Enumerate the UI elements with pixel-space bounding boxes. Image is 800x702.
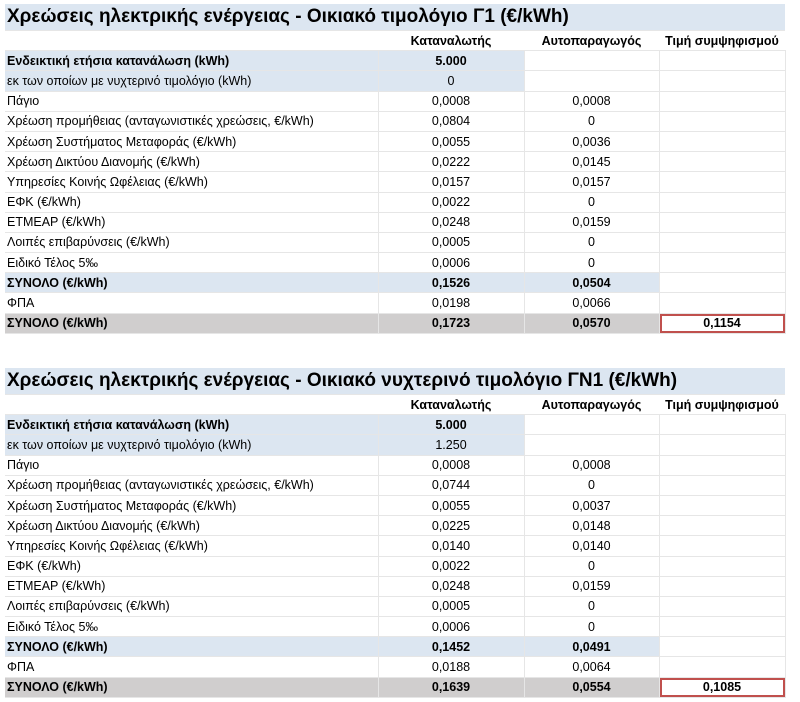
consumer-value: 0,1723 [378, 313, 524, 333]
table-row [5, 536, 785, 556]
consumer-value: 0,0157 [378, 172, 524, 192]
table-row [5, 677, 785, 697]
consumer-value: 0,0055 [378, 495, 524, 515]
table-row [5, 576, 785, 596]
row-label: ΕΤΜΕΑΡ (€/kWh) [5, 576, 378, 596]
netting-price-cell [659, 313, 785, 333]
consumer-value: 0,0022 [378, 192, 524, 212]
netting-price-value: 0,1085 [660, 678, 785, 697]
column-header-consumer: Καταναλωτής [378, 395, 524, 415]
consumer-value: 0,0188 [378, 657, 524, 677]
consumer-value: 0,0008 [378, 91, 524, 111]
table-row [5, 455, 785, 475]
self-producer-value: 0,0145 [524, 152, 659, 172]
netting-price-value [659, 536, 785, 556]
consumer-value: 0,0198 [378, 293, 524, 313]
column-header-self-producer: Αυτοπαραγωγός [524, 395, 659, 415]
table-row [5, 435, 785, 455]
netting-price-value [659, 91, 785, 111]
self-producer-value: 0,0140 [524, 536, 659, 556]
row-label: Χρέωση προμήθειας (ανταγωνιστικές χρεώσεις, €/kWh) [5, 475, 378, 495]
table-row [5, 495, 785, 515]
table-row [5, 475, 785, 495]
self-producer-value: 0,0066 [524, 293, 659, 313]
table-row [5, 51, 785, 71]
self-producer-value [524, 51, 659, 71]
header-blank-cell [5, 395, 378, 415]
netting-price-value [659, 172, 785, 192]
consumer-value: 0,0248 [378, 576, 524, 596]
table-row [5, 596, 785, 616]
netting-price-value [659, 516, 785, 536]
row-label: Ενδεικτική ετήσια κατανάλωση (kWh) [5, 51, 378, 71]
netting-price-value [659, 293, 785, 313]
self-producer-value: 0,0008 [524, 91, 659, 111]
row-label: ΣΥΝΟΛΟ (€/kWh) [5, 273, 378, 293]
header-blank-cell [5, 31, 378, 51]
self-producer-value: 0 [524, 232, 659, 252]
netting-price-value [659, 212, 785, 232]
netting-price-value [659, 435, 785, 455]
netting-price-value [659, 131, 785, 151]
consumer-value: 0,0225 [378, 516, 524, 536]
row-label: ΦΠΑ [5, 293, 378, 313]
netting-price-value [659, 657, 785, 677]
row-label: Ειδικό Τέλος 5‰ [5, 617, 378, 637]
table-title: Χρεώσεις ηλεκτρικής ενέργειας - Οικιακό τιμολόγιο Γ1 (€/kWh) [5, 4, 785, 31]
netting-price-value: 0,1154 [660, 314, 785, 333]
row-label: ΦΠΑ [5, 657, 378, 677]
netting-price-value [659, 192, 785, 212]
row-label: Λοιπές επιβαρύνσεις (€/kWh) [5, 596, 378, 616]
netting-price-value [659, 273, 785, 293]
charges-table [5, 395, 786, 698]
column-header-consumer: Καταναλωτής [378, 31, 524, 51]
consumer-value: 0,1452 [378, 637, 524, 657]
self-producer-value: 0 [524, 111, 659, 131]
row-label: Λοιπές επιβαρύνσεις (€/kWh) [5, 232, 378, 252]
consumer-value: 0,0005 [378, 596, 524, 616]
netting-price-value [659, 253, 785, 273]
self-producer-value: 0 [524, 617, 659, 637]
row-label: Πάγιο [5, 91, 378, 111]
row-label: ΣΥΝΟΛΟ (€/kWh) [5, 313, 378, 333]
table-row [5, 313, 785, 333]
netting-price-value [659, 455, 785, 475]
tariff-table-g1 [5, 4, 785, 334]
self-producer-value: 0,0491 [524, 637, 659, 657]
self-producer-value: 0,0159 [524, 212, 659, 232]
self-producer-value: 0,0554 [524, 677, 659, 697]
table-row [5, 253, 785, 273]
consumer-value: 1.250 [378, 435, 524, 455]
netting-price-value [659, 556, 785, 576]
table-row [5, 617, 785, 637]
consumer-value: 5.000 [378, 51, 524, 71]
row-label: Ειδικό Τέλος 5‰ [5, 253, 378, 273]
consumer-value: 0,0222 [378, 152, 524, 172]
table-title: Χρεώσεις ηλεκτρικής ενέργειας - Οικιακό νυχτερινό τιμολόγιο ΓΝ1 (€/kWh) [5, 368, 785, 395]
row-label: ΕΦΚ (€/kWh) [5, 556, 378, 576]
row-label: Πάγιο [5, 455, 378, 475]
consumer-value: 0,1526 [378, 273, 524, 293]
table-row [5, 232, 785, 252]
self-producer-value [524, 71, 659, 91]
charges-table [5, 31, 786, 334]
self-producer-value: 0 [524, 475, 659, 495]
table-row [5, 131, 785, 151]
column-header-self-producer: Αυτοπαραγωγός [524, 31, 659, 51]
table-row [5, 71, 785, 91]
netting-price-value [659, 596, 785, 616]
row-label: Χρέωση Δικτύου Διανομής (€/kWh) [5, 516, 378, 536]
consumer-value: 0,0744 [378, 475, 524, 495]
netting-price-value [659, 495, 785, 515]
consumer-value: 0,0005 [378, 232, 524, 252]
self-producer-value: 0,0036 [524, 131, 659, 151]
table-row [5, 91, 785, 111]
row-label: Υπηρεσίες Κοινής Ωφέλειας (€/kWh) [5, 536, 378, 556]
self-producer-value: 0 [524, 192, 659, 212]
self-producer-value: 0,0159 [524, 576, 659, 596]
netting-price-cell [659, 677, 785, 697]
table-row [5, 516, 785, 536]
self-producer-value: 0,0504 [524, 273, 659, 293]
netting-price-value [659, 576, 785, 596]
table-row [5, 637, 785, 657]
self-producer-value: 0,0008 [524, 455, 659, 475]
netting-price-value [659, 51, 785, 71]
netting-price-value [659, 415, 785, 435]
consumer-value: 0,0804 [378, 111, 524, 131]
consumer-value: 0,0140 [378, 536, 524, 556]
consumer-value: 0,1639 [378, 677, 524, 697]
table-row [5, 192, 785, 212]
netting-price-value [659, 152, 785, 172]
row-label: Χρέωση Συστήματος Μεταφοράς (€/kWh) [5, 131, 378, 151]
row-label: ΣΥΝΟΛΟ (€/kWh) [5, 677, 378, 697]
consumer-value: 5.000 [378, 415, 524, 435]
table-row [5, 415, 785, 435]
self-producer-value: 0 [524, 596, 659, 616]
consumer-value: 0,0022 [378, 556, 524, 576]
netting-price-value [659, 71, 785, 91]
column-header-row [5, 395, 785, 415]
row-label: Χρέωση προμήθειας (ανταγωνιστικές χρεώσεις, €/kWh) [5, 111, 378, 131]
netting-price-value [659, 617, 785, 637]
table-row [5, 657, 785, 677]
column-header-netting-price: Τιμή συμψηφισμού [659, 395, 785, 415]
table-row [5, 556, 785, 576]
table-row [5, 111, 785, 131]
netting-price-value [659, 637, 785, 657]
self-producer-value: 0 [524, 556, 659, 576]
row-label: Υπηρεσίες Κοινής Ωφέλειας (€/kWh) [5, 172, 378, 192]
consumer-value: 0,0006 [378, 617, 524, 637]
row-label: Ενδεικτική ετήσια κατανάλωση (kWh) [5, 415, 378, 435]
table-row [5, 212, 785, 232]
consumer-value: 0,0006 [378, 253, 524, 273]
netting-price-value [659, 232, 785, 252]
self-producer-value: 0,0570 [524, 313, 659, 333]
row-label: εκ των οποίων με νυχτερινό τιμολόγιο (kWh) [5, 71, 378, 91]
self-producer-value: 0,0148 [524, 516, 659, 536]
netting-price-value [659, 475, 785, 495]
self-producer-value [524, 435, 659, 455]
row-label: ΣΥΝΟΛΟ (€/kWh) [5, 637, 378, 657]
row-label: Χρέωση Συστήματος Μεταφοράς (€/kWh) [5, 495, 378, 515]
table-row [5, 293, 785, 313]
tariff-table-gn1 [5, 368, 785, 698]
netting-price-value [659, 111, 785, 131]
table-row [5, 273, 785, 293]
self-producer-value: 0,0064 [524, 657, 659, 677]
consumer-value: 0,0008 [378, 455, 524, 475]
self-producer-value: 0,0157 [524, 172, 659, 192]
column-header-row [5, 31, 785, 51]
table-row [5, 152, 785, 172]
self-producer-value: 0,0037 [524, 495, 659, 515]
row-label: Χρέωση Δικτύου Διανομής (€/kWh) [5, 152, 378, 172]
consumer-value: 0,0055 [378, 131, 524, 151]
self-producer-value [524, 415, 659, 435]
row-label: ΕΤΜΕΑΡ (€/kWh) [5, 212, 378, 232]
row-label: ΕΦΚ (€/kWh) [5, 192, 378, 212]
row-label: εκ των οποίων με νυχτερινό τιμολόγιο (kWh) [5, 435, 378, 455]
table-row [5, 172, 785, 192]
column-header-netting-price: Τιμή συμψηφισμού [659, 31, 785, 51]
consumer-value: 0,0248 [378, 212, 524, 232]
self-producer-value: 0 [524, 253, 659, 273]
consumer-value: 0 [378, 71, 524, 91]
